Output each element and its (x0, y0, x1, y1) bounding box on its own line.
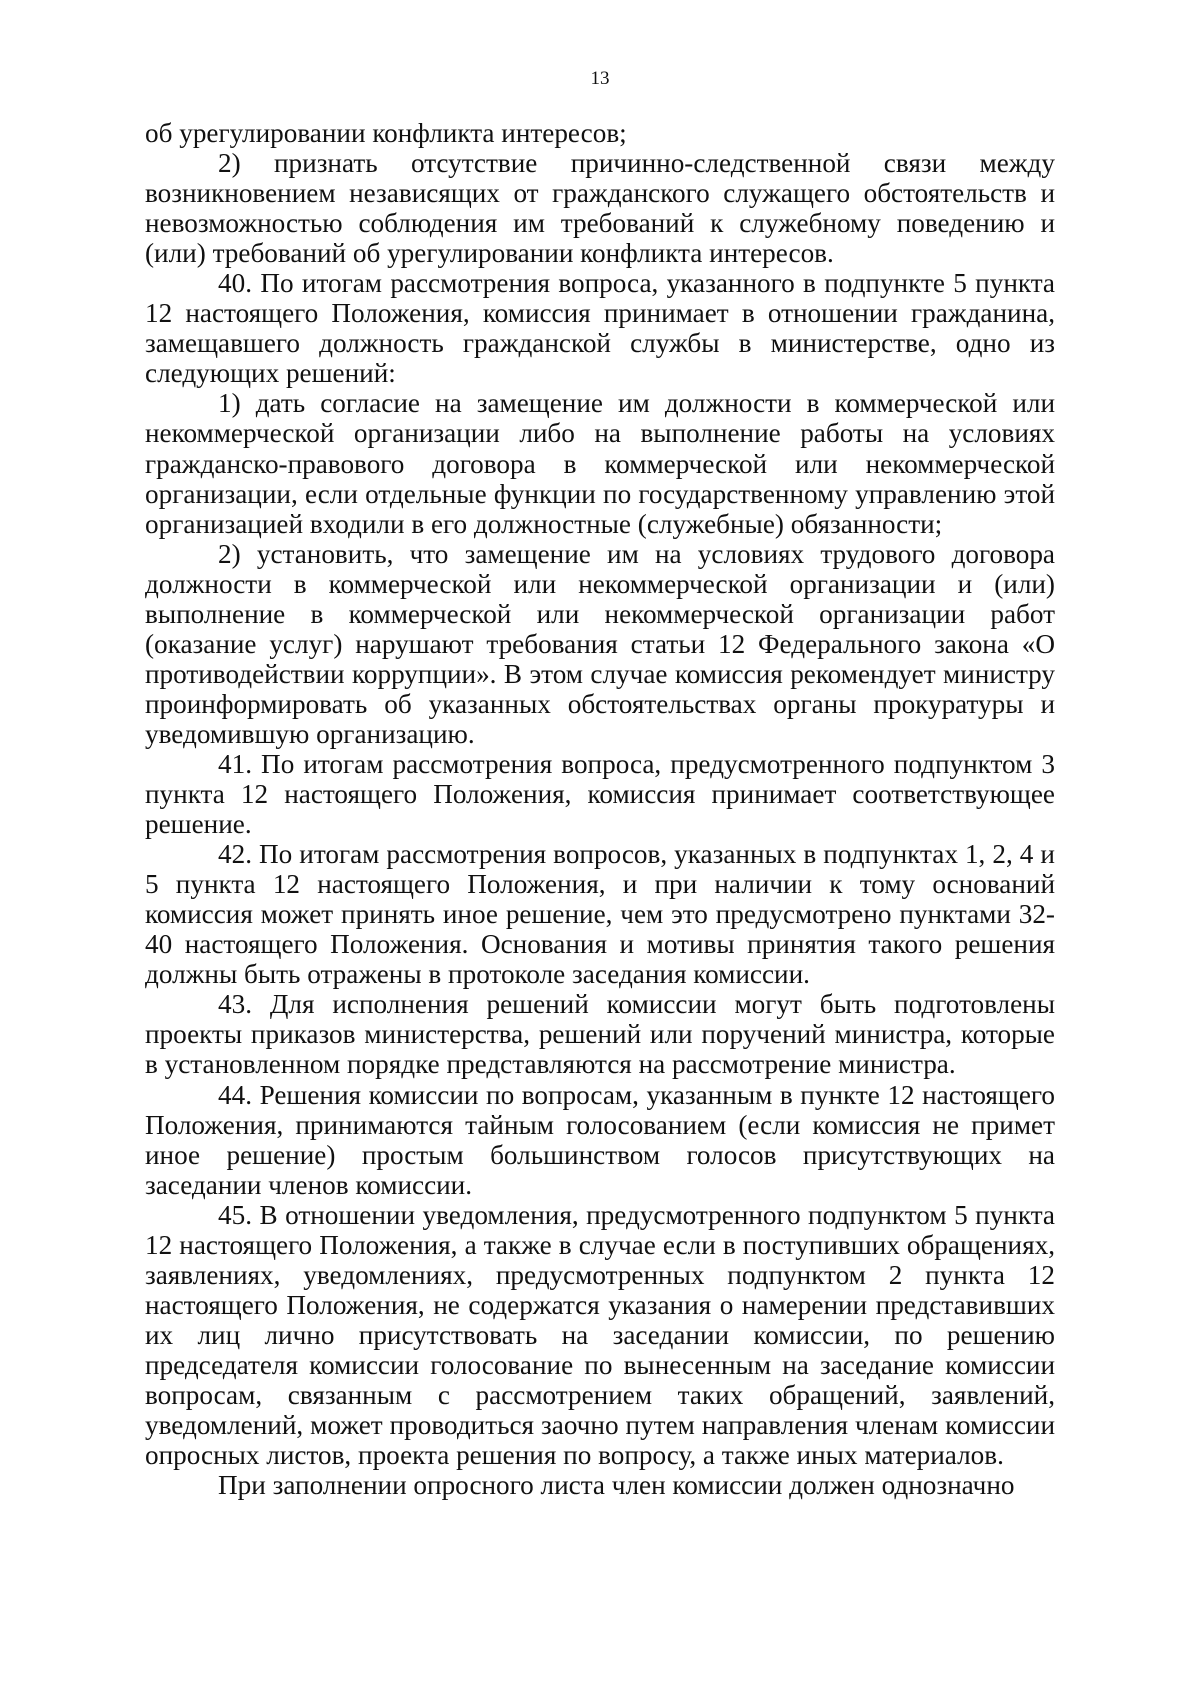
paragraph-subitem-39-2: 2) признать отсутствие причинно-следственной связи между возникновением независящих от гражданского служащего обстоятельств и невозможностью соблюдения им требований к служебному поведению и (или) требований об урегулировании конфликта интересов. (145, 148, 1055, 269)
paragraph-subitem-40-2: 2) установить, что замещение им на условиях трудового договора должности в коммерческой или некоммерческой организации и (или) выполнение в коммерческой или некоммерческой организации работ (оказание услуг) нарушают требования статьи 12 Федерального закона «О противодействии коррупции». В этом случае комиссия рекомендует министру проинформировать об указанных обстоятельствах органы прокуратуры и уведомившую организацию. (145, 538, 1055, 749)
paragraph-subitem-40-1: 1) дать согласие на замещение им должности в коммерческой или некоммерческой организации либо на выполнение работы на условиях гражданско-правового договора в коммерческой или некоммерческой организации, если отдельные функции по государственному управлению этой организацией входили в его должностные (служебные) обязанности; (145, 388, 1055, 539)
paragraph-clause-43: 43. Для исполнения решений комиссии могут быть подготовлены проекты приказов министерства, решений или поручений министра, которые в установленном порядке представляются на рассмотрение министра. (145, 989, 1055, 1080)
paragraph-clause-45: 45. В отношении уведомления, предусмотренного подпунктом 5 пункта 12 настоящего Положения, а также в случае если в поступивших обращениях, заявлениях, уведомлениях, предусмотренных подпунктом 2 пункта 12 настоящего Положения, не содержатся указания о намерении представивших их лиц лично присутствовать на заседании комиссии, по решению председателя комиссии голосование по вынесенным на заседание комиссии вопросам, связанным с рассмотрением таких обращений, заявлений, уведомлений, может проводиться заочно путем направления членам комиссии опросных листов, проекта решения по вопросу, а также иных материалов. (145, 1199, 1055, 1471)
paragraph-clause-40: 40. По итогам рассмотрения вопроса, указанного в подпункте 5 пункта 12 настоящего Положения, комиссия принимает в отношении гражданина, замещавшего должность гражданской службы в министерстве, одно из следующих решений: (145, 268, 1055, 389)
document-body (145, 118, 1055, 1500)
paragraph-clause-42: 42. По итогам рассмотрения вопросов, указанных в подпунктах 1, 2, 4 и 5 пункта 12 настоящего Положения, и при наличии к тому оснований комиссия может принять иное решение, чем это предусмотрено пунктами 32-40 настоящего Положения. Основания и мотивы принятия такого решения должны быть отражены в протоколе заседания комиссии. (145, 839, 1055, 990)
page-number: 13 (590, 68, 610, 89)
paragraph-clause-41: 41. По итогам рассмотрения вопроса, предусмотренного подпунктом 3 пункта 12 настоящего Положения, комиссия принимает соответствующее решение. (145, 748, 1055, 840)
paragraph-clause-44: 44. Решения комиссии по вопросам, указанным в пункте 12 настоящего Положения, принимаются тайным голосованием (если комиссия не примет иное решение) простым большинством голосов присутствующих на заседании членов комиссии. (145, 1079, 1055, 1200)
paragraph-continuation: об урегулировании конфликта интересов; (145, 118, 627, 148)
paragraph-final: При заполнении опросного листа член комиссии должен однозначно (218, 1470, 1015, 1501)
